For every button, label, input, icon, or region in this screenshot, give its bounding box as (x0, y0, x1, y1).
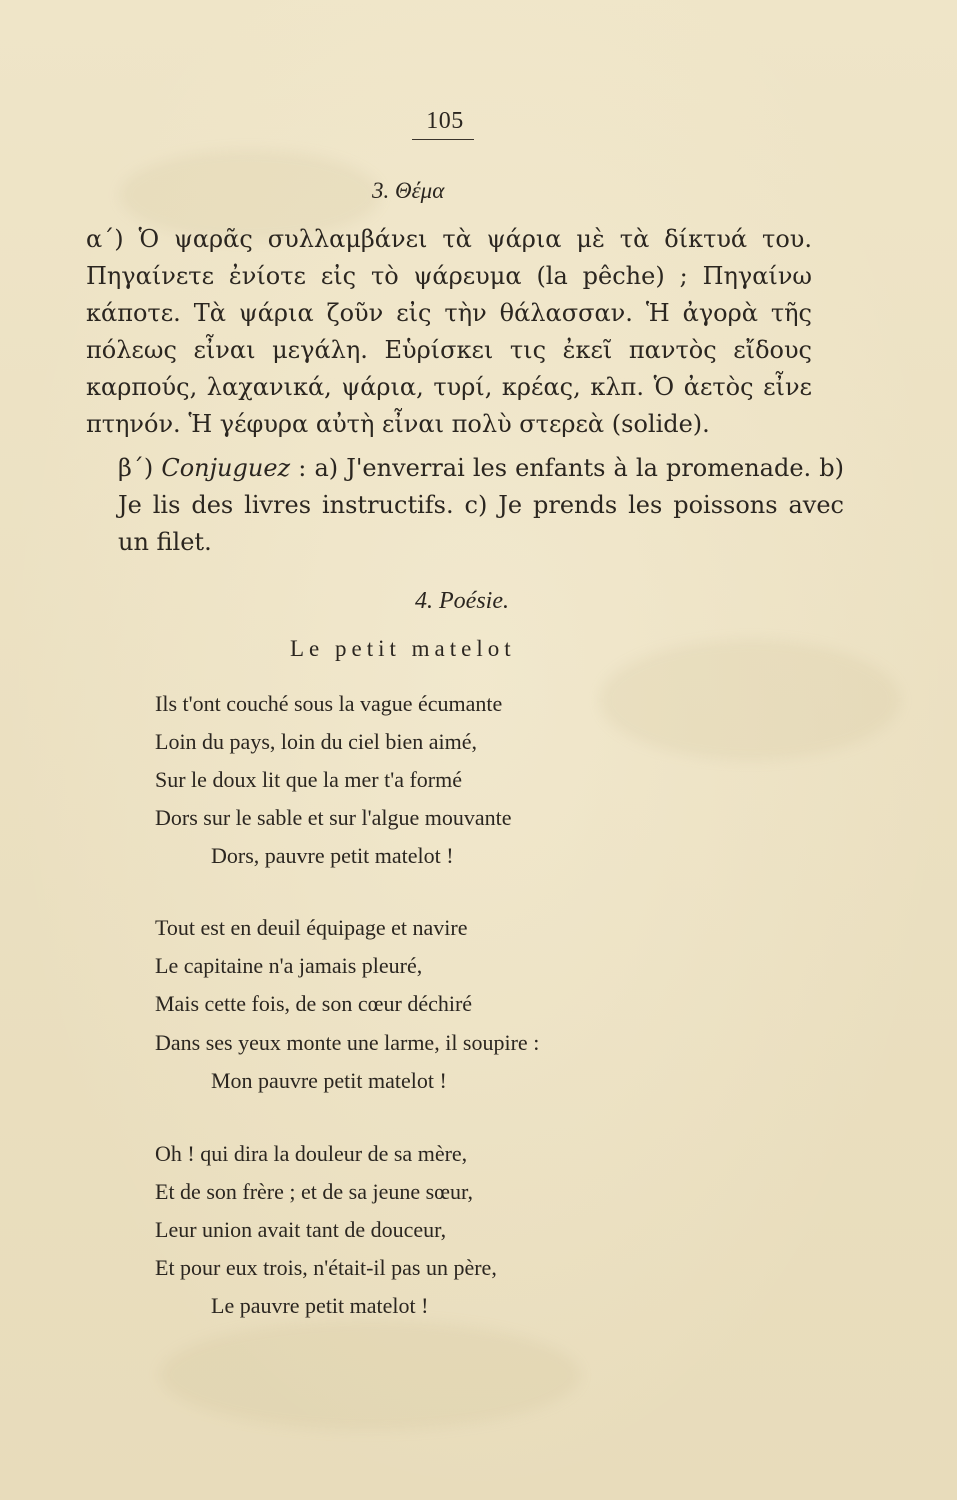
greek-exercise-paragraph: α΄) Ὁ ψαρᾶς συλλαμβάνει τὰ ψάρια μὲ τὰ δίκτυά του. Πηγαίνετε ἐνίοτε εἰς τὸ ψάρευμα (la pêche) ; Πηγαίνω κάποτε. Τὰ ψάρια ζοῦν εἰς τὴν θάλασσαν. Ἡ ἀγορὰ τῆς πόλεως εἶναι μεγάλη. Εὑρίσκει τις ἐκεῖ παντὸς εἴδους καρπούς, λαχανικά, ψάρια, τυρί, κρέας, κλπ. Ὁ ἀετὸς εἶνε πτηνόν. Ἡ γέφυρα αὐτὴ εἶναι πολὺ στερεὰ (solide). (86, 225, 812, 438)
section-3-heading: 3. Θέμα (372, 178, 445, 203)
conjugate-sentences: : a) J'enverrai les enfants à la promenade. b) Je lis des livres instructifs. c) Je prends les poissons avec un filet. (118, 454, 844, 556)
verse-line: Sur le doux lit que la mer t'a formé (155, 767, 462, 792)
paper-stain (600, 640, 900, 760)
page-number-rule (412, 139, 474, 140)
verse-refrain: Mon pauvre petit matelot ! (211, 1068, 447, 1093)
paper-stain (160, 1320, 580, 1430)
verse-line: Dans ses yeux monte une larme, il soupire : (155, 1030, 540, 1055)
verse-refrain: Dors, pauvre petit matelot ! (211, 843, 454, 868)
section-4-heading: 4. Poésie. (415, 588, 509, 614)
verse-line: Leur union avait tant de douceur, (155, 1217, 447, 1242)
conjugate-instruction: Conjuguez (161, 454, 291, 482)
verse-refrain: Le pauvre petit matelot ! (211, 1293, 429, 1318)
verse-line: Et de son frère ; et de sa jeune sœur, (155, 1179, 474, 1204)
verse-line: Et pour eux trois, n'était-il pas un père, (155, 1255, 497, 1280)
verse-line: Mais cette fois, de son cœur déchiré (155, 991, 473, 1016)
verse-line: Dors sur le sable et sur l'algue mouvante (155, 805, 512, 830)
conjugate-label: β΄) (118, 454, 154, 482)
verse-line: Le capitaine n'a jamais pleuré, (155, 953, 423, 978)
verse-line: Oh ! qui dira la douleur de sa mère, (155, 1141, 468, 1166)
verse-line: Loin du pays, loin du ciel bien aimé, (155, 729, 477, 754)
verse-line: Ils t'ont couché sous la vague écumante (155, 691, 503, 716)
verse-line: Tout est en deuil équipage et navire (155, 915, 468, 940)
conjugate-exercise-paragraph (86, 450, 844, 561)
page-number: 105 (426, 108, 464, 134)
poem-title: Le petit matelot (290, 636, 516, 661)
